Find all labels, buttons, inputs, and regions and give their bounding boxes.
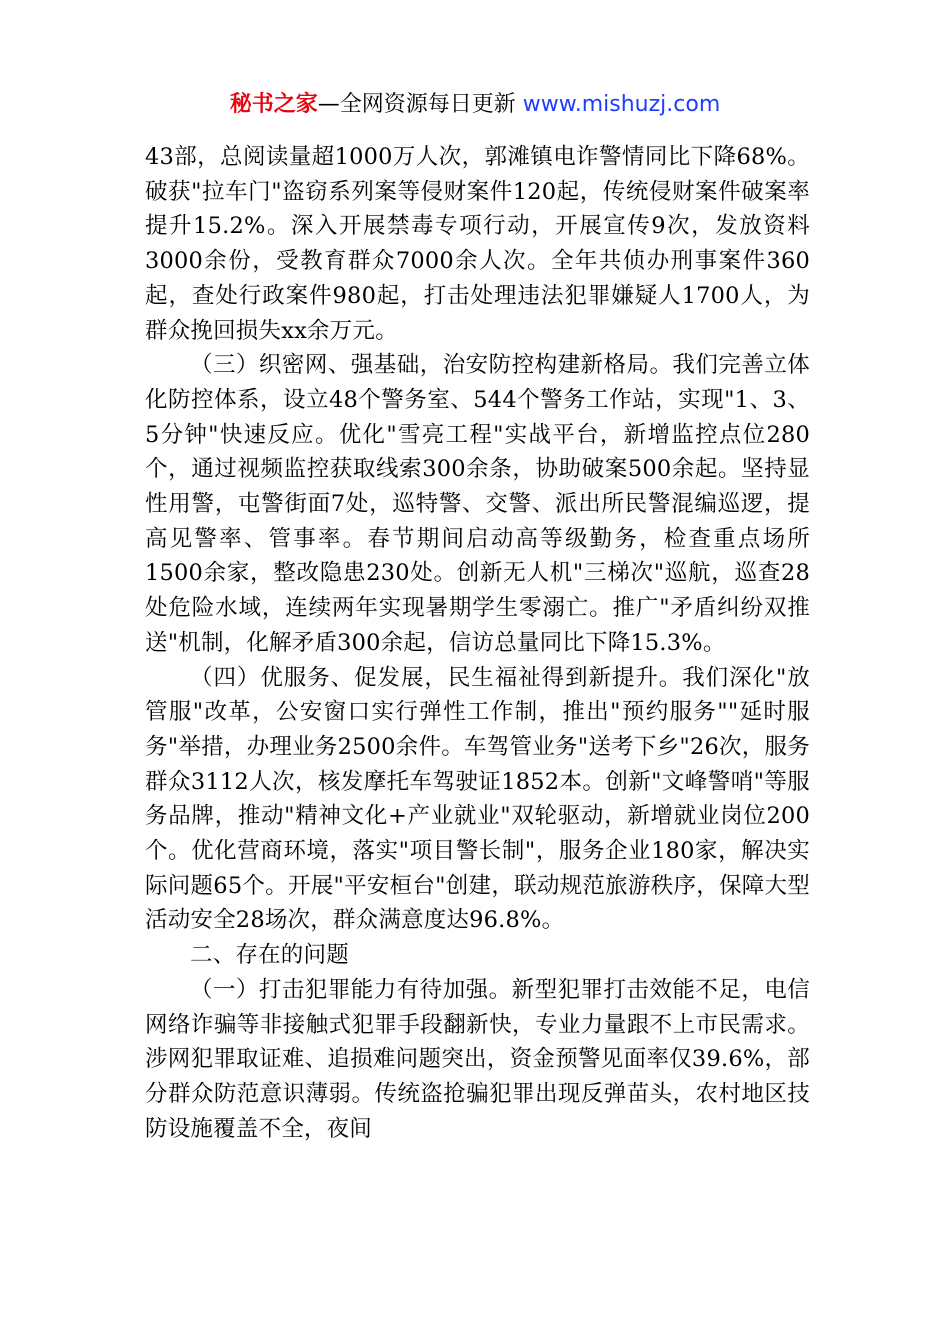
document-body (145, 140, 810, 1146)
paragraph-continuation: 43部，总阅读量超1000万人次，郭滩镇电诈警情同比下降68%。破获"拉车门"盗窃系列案等侵财案件120起，传统侵财案件破案率提升15.2%。深入开展禁毒专项行动，开展宣传9次，发放资料3000余份，受教育群众7000余人次。全年共侦办刑事案件360起，查处行政案件980起，打击处理违法犯罪嫌疑人1700人，为群众挽回损失xx余万元。 (145, 144, 810, 344)
section-heading-problems: 二、存在的问题 (190, 942, 349, 969)
site-header (0, 88, 950, 122)
paragraph-section-four: （四）优服务、促发展，民生福祉得到新提升。我们深化"放管服"改革，公安窗口实行弹性工作制，推出"预约服务""延时服务"举措，办理业务2500余件。车驾管业务"送考下乡"26次，服务群众3112人次，核发摩托车驾驶证1852本。创新"文峰警哨"等服务品牌，推动"精神文化+产业就业"双轮驱动，新增就业岗位200个。优化营商环境，落实"项目警长制"，服务企业180家，解决实际问题65个。开展"平安桓台"创建，联动规范旅游秩序，保障大型活动安全28场次，群众满意度达96.8%。 (145, 664, 810, 934)
paragraph-section-three: （三）织密网、强基础，治安防控构建新格局。我们完善立体化防控体系，设立48个警务室、544个警务工作站，实现"1、3、5分钟"快速反应。优化"雪亮工程"实战平台，新增监控点位280个，通过视频监控获取线索300余条，协助破案500余起。坚持显性用警，屯警街面7处，巡特警、交警、派出所民警混编巡逻，提高见警率、管事率。春节期间启动高等级勤务，检查重点场所1500余家，整改隐患230处。创新无人机"三梯次"巡航，巡查28处危险水域，连续两年实现暑期学生零溺亡。推广"矛盾纠纷双推送"机制，化解矛盾300余起，信访总量同比下降15.3%。 (145, 352, 810, 656)
paragraph-problem-one: （一）打击犯罪能力有待加强。新型犯罪打击效能不足，电信网络诈骗等非接触式犯罪手段翻新快，专业力量跟不上市民需求。涉网犯罪取证难、追损难问题突出，资金预警见面率仅39.6%，部分群众防范意识薄弱。传统盗抢骗犯罪出现反弹苗头，农村地区技防设施覆盖不全，夜间 (145, 976, 810, 1142)
site-brand: 秘书之家 (229, 92, 318, 117)
site-url-link[interactable]: www.mishuzj.com (522, 92, 721, 117)
site-tagline: —全网资源每日更新 (317, 92, 516, 117)
